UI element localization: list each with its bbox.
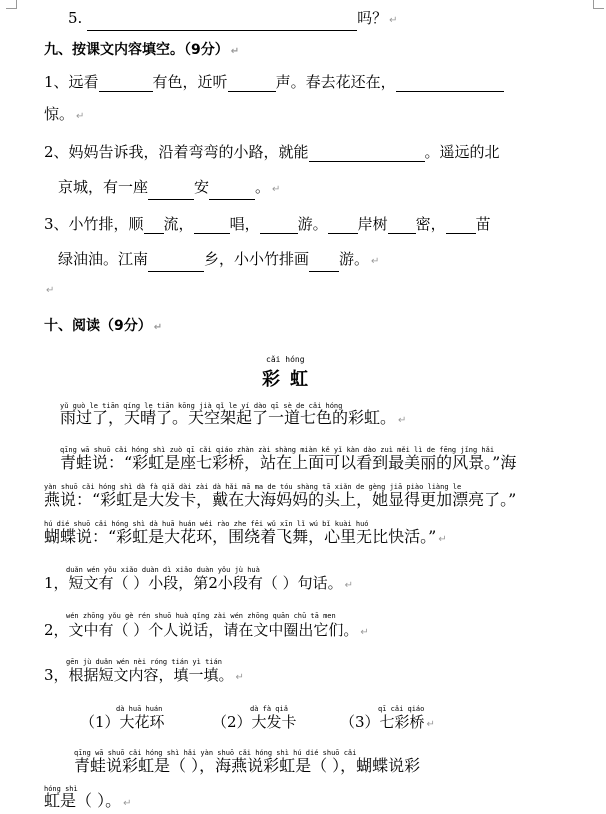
answer-blank[interactable]	[446, 217, 476, 234]
option-2: （2）大发卡	[212, 713, 297, 731]
answer-blank[interactable]	[309, 255, 339, 272]
story-paragraph-2: 青蛙说：“彩虹是座七彩桥，站在上面可以看到最美丽的风景。”海	[60, 453, 517, 472]
answer-blank[interactable]	[144, 217, 164, 234]
answer-blank[interactable]	[99, 75, 153, 92]
item-9-3-cont: 绿油油。江南 乡，小小竹排画 游。 ↵	[58, 249, 379, 272]
reading-question-3: 3，根据短文内容，填一填。 ↵	[44, 666, 244, 684]
answer-blank[interactable]	[328, 217, 358, 234]
item-9-3: 3、小竹排，顺 流， 唱， 游。 岸树 密， 苗	[44, 215, 491, 233]
pinyin-line: qīng wā shuō cǎi hóng shì zuò qī cǎi qiáo zhàn zài shàng miàn kě yǐ kàn dào zuì měi lì de fēng jǐng hǎi	[60, 446, 495, 454]
answer-blank[interactable]	[209, 183, 255, 200]
pinyin-line: hú dié shuō cǎi hóng shì dà huā huán wéi rào zhe fēi wǔ xīn lǐ wú bǐ kuài huó	[44, 520, 369, 528]
pinyin-line: qī cǎi qiáo	[378, 705, 425, 713]
answer-blank[interactable]	[87, 14, 357, 31]
item-9-2-cont: 京城，有一座 安 。 ↵	[58, 177, 280, 200]
item-9-1-cont: 惊。 ↵	[44, 105, 85, 123]
answer-blank[interactable]	[309, 145, 425, 162]
pinyin-line: yǔ guò le tiān qíng le tiān kōng jià qǐ le yí dào qī sè de cǎi hóng	[60, 402, 343, 410]
question-number: 5.	[68, 9, 83, 27]
question-suffix: 吗？	[357, 9, 388, 27]
pinyin-line: dà huā huán	[116, 705, 163, 713]
pinyin-line: dà fà qiǎ	[250, 705, 288, 713]
fill-sentence-cont: 虹是（ ）。 ↵	[44, 791, 132, 810]
answer-blank[interactable]	[260, 217, 298, 234]
question-5	[68, 8, 398, 31]
story-paragraph-3: 蝴蝶说：“彩虹是大花环，围绕着飞舞，心里无比快活。” ↵	[44, 527, 447, 546]
item-9-2: 2、妈妈告诉我，沿着弯弯的小路，就能 。遥远的北	[44, 143, 500, 161]
title-pinyin: cǎi hóng	[266, 355, 305, 364]
pinyin-line: duǎn wén yǒu xiǎo duàn dì xiǎo duàn yǒu jù huà	[66, 566, 260, 574]
pinyin-line: hóng shì	[44, 785, 78, 793]
pinyin-line: gēn jù duǎn wén nèi róng tián yì tián	[66, 658, 222, 666]
page-corner-mark	[6, 0, 17, 9]
option-1: （1）大花环	[80, 713, 165, 731]
section-10-title: 十、阅读（9分） ↵	[44, 318, 163, 334]
paragraph-mark: ↵	[389, 15, 398, 26]
answer-blank[interactable]	[194, 217, 230, 234]
reading-question-1: 1，短文有（ ）小段，第2小段有（ ）句话。 ↵	[44, 574, 354, 592]
story-paragraph-2-cont: 燕说：“彩虹是大发卡，戴在大海妈妈的头上，她显得更加漂亮了。”	[44, 490, 517, 509]
option-3: （3）七彩桥 ↵	[340, 713, 435, 731]
answer-blank[interactable]	[228, 75, 276, 92]
answer-blank[interactable]	[388, 217, 416, 234]
paragraph-mark: ↵	[46, 285, 55, 296]
answer-blank[interactable]	[148, 183, 194, 200]
section-9-title: 九、按课文内容填空。（9分） ↵	[44, 42, 240, 58]
story-title: 彩虹	[262, 369, 318, 390]
answer-blank[interactable]	[396, 75, 504, 92]
answer-blank[interactable]	[148, 255, 204, 272]
page-corner-mark	[593, 0, 604, 9]
pinyin-line: wén zhōng yǒu gè rén shuō huà qǐng zài wén zhōng quān chū tā men	[66, 612, 336, 620]
fill-sentence: 青蛙说彩虹是（ ），海燕说彩虹是（ ），蝴蝶说彩	[74, 756, 421, 775]
pinyin-line: yàn shuō cǎi hóng shì dà fà qiǎ dài zài dà hǎi mā ma de tóu shàng tā xiǎn de gèng jiā piào liàng le	[44, 483, 462, 491]
story-paragraph-1: 雨过了，天晴了。天空架起了一道七色的彩虹。 ↵	[60, 408, 407, 427]
pinyin-line: qīng wā shuō cǎi hóng shì hǎi yàn shuō cǎi hóng shì hú dié shuō cǎi	[74, 749, 357, 757]
reading-question-2: 2，文中有（ ）个人说话，请在文中圈出它们。 ↵	[44, 621, 369, 639]
item-9-1: 1、远看 有色，近听 声。春去花还在，	[44, 72, 504, 92]
